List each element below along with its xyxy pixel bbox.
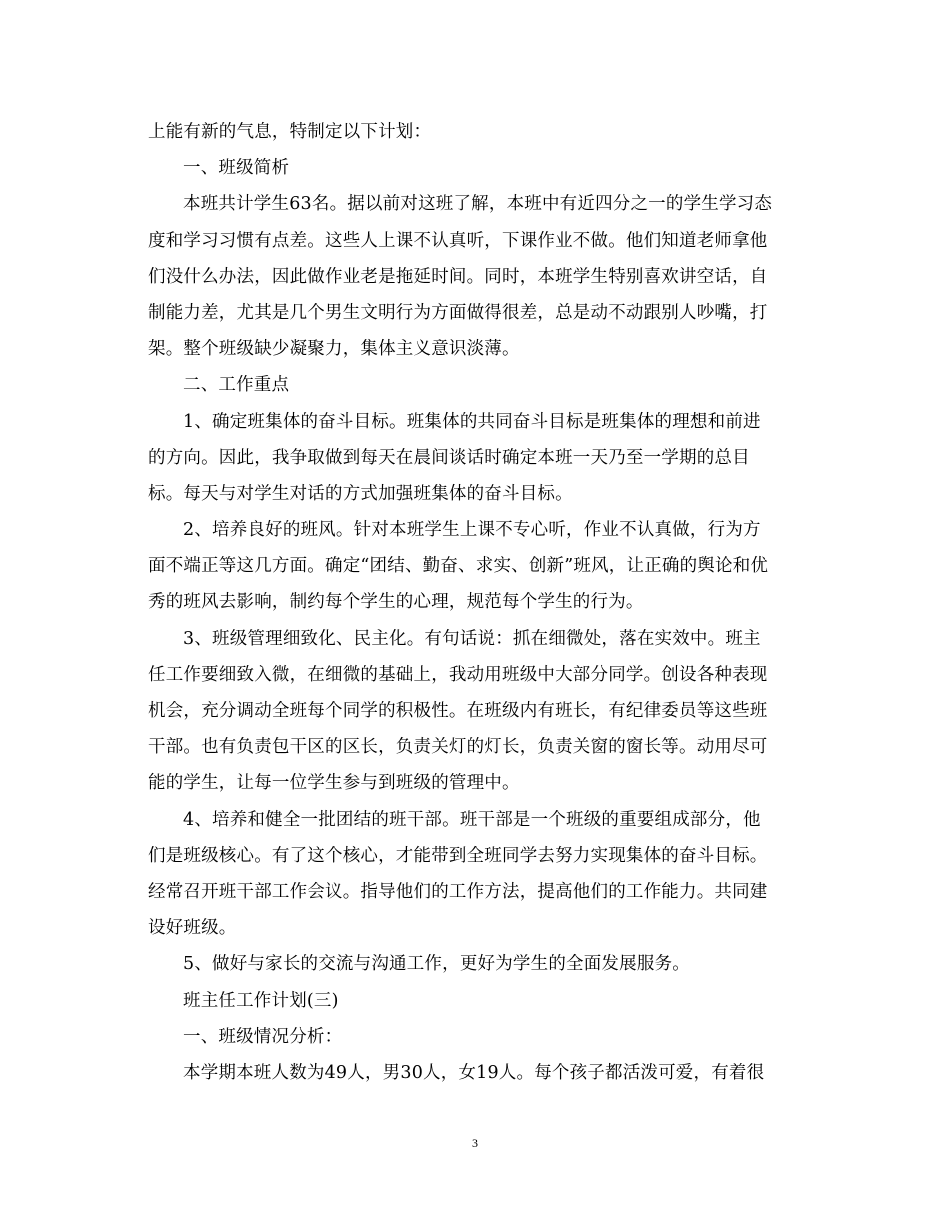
text-line: 本班共计学生63名。据以前对这班了解，本班中有近四分之一的学生学习态 [183, 194, 773, 215]
text-line: 们没什么办法，因此做作业老是拖延时间。同时，本班学生特别喜欢讲空话，自 [148, 266, 768, 287]
text-line: 的方向。因此，我争取做到每天在晨间谈话时确定本班一天乃至一学期的总目 [148, 447, 750, 468]
text-line: 面不端正等这几方面。确定“团结、勤奋、求实、创新”班风，让正确的舆论和优 [148, 556, 769, 577]
text-line: 标。每天与对学生对话的方式加强班集体的奋斗目标。 [148, 483, 573, 504]
text-line: 架。整个班级缺少凝聚力，集体主义意识淡薄。 [148, 339, 520, 360]
text-line: 制能力差，尤其是几个男生文明行为方面做得很差，总是动不动跟别人吵嘴，打 [148, 302, 768, 323]
text-line: 机会，充分调动全班每个同学的积极性。在班级内有班长，有纪律委员等这些班 [148, 701, 768, 721]
text-line: 3、班级管理细致化、民主化。有句话说：抓在细微处，落在实效中。班主 [183, 628, 761, 649]
text-line: 设好班级。 [148, 918, 237, 939]
text-line: 上能有新的气息，特制定以下计划： [148, 122, 432, 142]
section-heading: 班主任工作计划(三) [183, 990, 339, 1011]
text-line: 们是班级核心。有了这个核心，才能带到全班同学去努力实现集体的奋斗目标。 [148, 845, 768, 866]
text-line: 秀的班风去影响，制约每个学生的心理，规范每个学生的行为。 [148, 592, 644, 613]
text-line: 干部。也有负责包干区的区长，负责关灯的灯长，负责关窗的窗长等。动用尽可 [148, 737, 768, 758]
text-line: 本学期本班人数为49人，男30人，女19人。每个孩子都活泼可爱，有着很 [183, 1062, 765, 1083]
text-line: 经常召开班干部工作会议。指导他们的工作方法，提高他们的工作能力。共同建 [148, 881, 768, 902]
text-line: 度和学习习惯有点差。这些人上课不认真听，下课作业不做。他们知道老师拿他 [148, 230, 768, 251]
section-heading: 一、班级简析 [183, 158, 290, 179]
text-line: 5、做好与家长的交流与沟通工作，更好为学生的全面发展服务。 [183, 954, 690, 975]
section-heading: 一、班级情况分析： [183, 1026, 343, 1047]
page-number: 3 [472, 1136, 478, 1150]
text-line: 能的学生，让每一位学生参与到班级的管理中。 [148, 773, 520, 794]
text-line: 任工作要细致入微，在细微的基础上，我动用班级中大部分同学。创设各种表现 [148, 664, 768, 685]
text-line: 2、培养良好的班风。针对本班学生上课不专心听，作业不认真做，行为方 [183, 520, 761, 541]
document-body [148, 114, 808, 1091]
section-heading: 二、工作重点 [183, 375, 290, 396]
text-line: 1、确定班集体的奋斗目标。班集体的共同奋斗目标是班集体的理想和前进 [183, 411, 761, 432]
text-line: 4、培养和健全一批团结的班干部。班干部是一个班级的重要组成部分，他 [183, 809, 761, 830]
